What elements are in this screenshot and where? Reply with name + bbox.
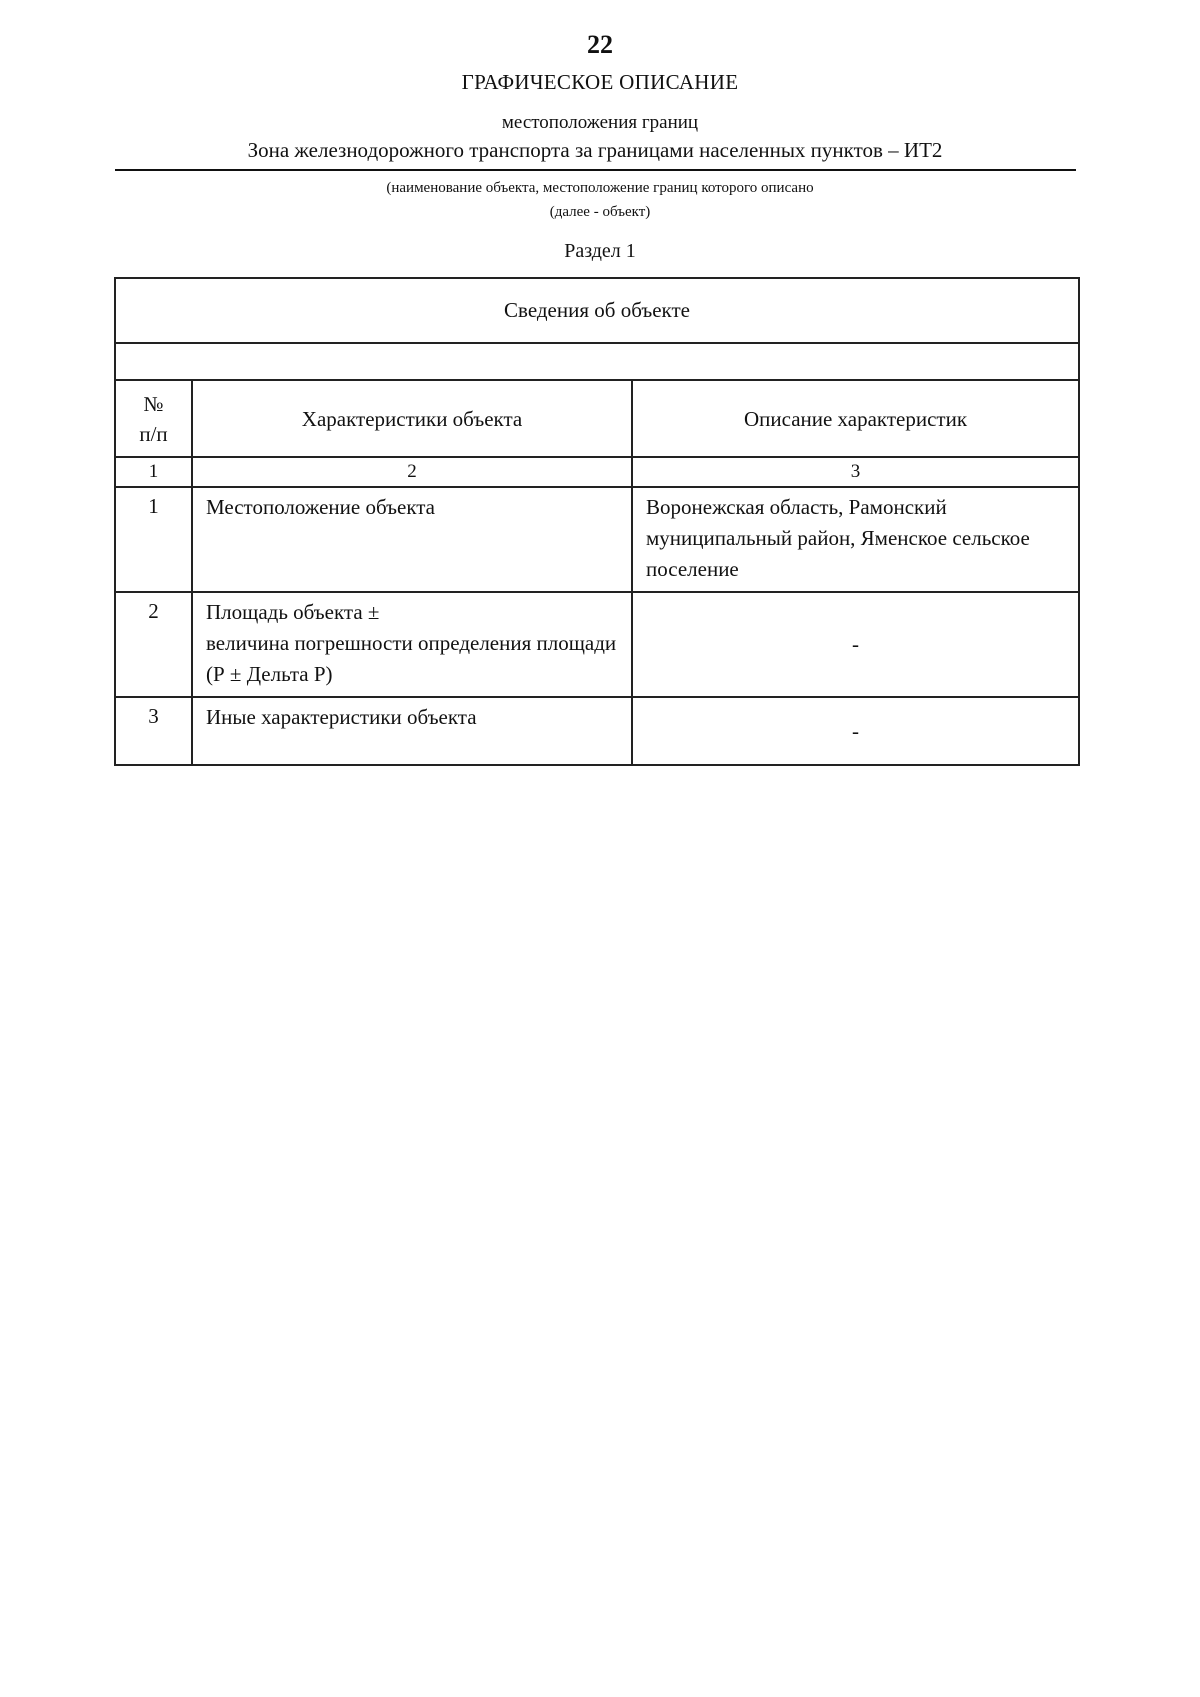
table-empty-row (115, 343, 1079, 380)
column-number-1: 1 (115, 457, 192, 487)
column-number-2: 2 (192, 457, 632, 487)
row-description: - (632, 697, 1079, 765)
table-caption: Сведения об объекте (115, 278, 1079, 343)
row-description: Воронежская область, Рамонский муниципальный район, Яменское сельское поселение (632, 487, 1079, 592)
object-info-table (114, 277, 1080, 766)
document-title: ГРАФИЧЕСКОЕ ОПИСАНИЕ (461, 70, 739, 94)
row-number: 1 (115, 487, 192, 592)
object-name: Зона железнодорожного транспорта за границами населенных пунктов – ИТ2 (247, 138, 943, 162)
column-number-row (115, 457, 1079, 487)
object-note-line-2: (далее - объект) (549, 204, 651, 220)
page-number: 22 (587, 30, 613, 59)
table-row (115, 697, 1079, 765)
row-characteristic: Площадь объекта ± величина погрешности определения площади (Р ± Дельта Р) (192, 592, 632, 697)
row-characteristic: Иные характеристики объекта (192, 697, 632, 765)
row-number: 3 (115, 697, 192, 765)
object-name-note (0, 176, 1200, 224)
column-number-3: 3 (632, 457, 1079, 487)
table-caption-row (115, 278, 1079, 343)
header-number: № п/п (115, 380, 192, 457)
row-description: - (632, 592, 1079, 697)
table-row (115, 592, 1079, 697)
table-row (115, 487, 1079, 592)
document-subtitle: местоположения границ (501, 112, 699, 133)
object-note-line-1: (наименование объекта, местоположение границ которого описано (386, 180, 814, 196)
object-name-underline (115, 169, 1076, 171)
header-description: Описание характеристик (632, 380, 1079, 457)
section-label: Раздел 1 (564, 240, 636, 262)
table-header-row (115, 380, 1079, 457)
row-number: 2 (115, 592, 192, 697)
row-characteristic: Местоположение объекта (192, 487, 632, 592)
table-empty-cell (115, 343, 1079, 380)
header-characteristic: Характеристики объекта (192, 380, 632, 457)
